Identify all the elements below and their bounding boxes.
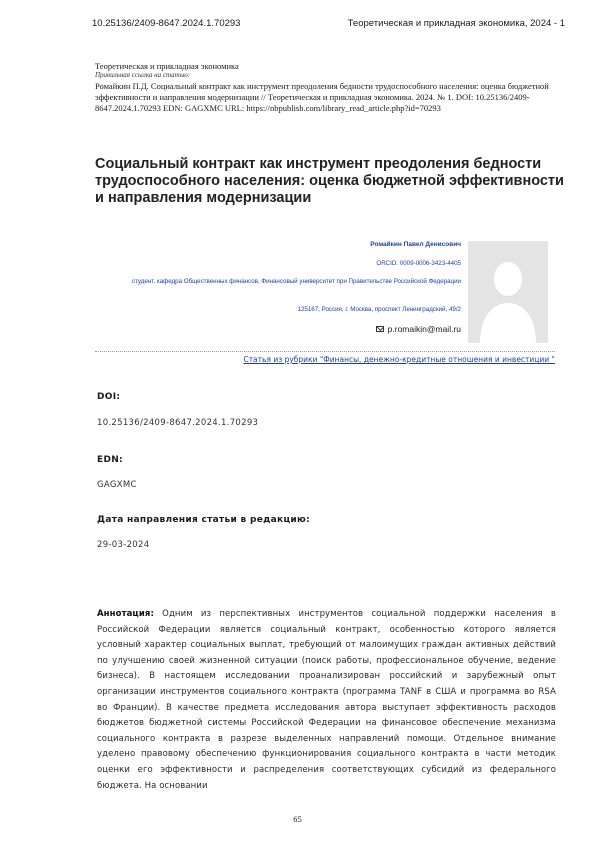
edn-label: EDN: bbox=[97, 455, 123, 465]
header-journal-issue: Теоретическая и прикладная экономика, 2024 - 1 bbox=[347, 18, 565, 29]
section-divider bbox=[95, 351, 555, 352]
author-orcid[interactable]: ORCID: 0009-0006-3423-4405 bbox=[376, 260, 461, 267]
person-silhouette-icon bbox=[468, 241, 548, 343]
abstract bbox=[97, 607, 556, 794]
citation-text: Ромайкин П.Д. Социальный контракт как инструмент преодоления бедности трудоспособного населения: оценка бюджетной эффективности и направления модернизации // Теоретическая и прикладная экономика. 2024. № 1. DOI: 10.25136/2409-8647.2024.1.70293 EDN: GAGXMC URL: https://nbpublish.com/library_read_article.php?id=70293 bbox=[95, 81, 549, 113]
submission-date-label: Дата направления статьи в редакцию: bbox=[97, 515, 310, 525]
abstract-text: Одним из перспективных инструментов социальной поддержки населения в Российской Федерации является социальный контракт, особенностью которого является условный характер социальных выплат, требующий от малоимущих граждан активных действий по улучшению своей жизненной ситуации (поиск работы, профессиональное обучение, ведение бизнеса). В настоящем исследовании проанализирован российский и зарубежный опыт организации инструментов социального контракта (программа TANF в США и программа во RSA во Франции). В качестве предмета исследования автора выступает эффективность расходов бюджетов бюджетной системы Российской Федерации на финансовое обеспечение механизма социального контракта в разрезе выделенных направлений помощи. Отдельное внимание уделено правовому обеспечению функционирования социального контракта в части методик оценки его эффективности и распределения соответствующих субсидий из федерального бюджета. На основании bbox=[97, 609, 556, 791]
author-email[interactable]: p.romaikin@mail.ru bbox=[387, 324, 461, 334]
doi-value: 10.25136/2409-8647.2024.1.70293 bbox=[97, 418, 259, 428]
submission-date-value: 29-03-2024 bbox=[97, 540, 150, 550]
author-email-row[interactable] bbox=[376, 324, 461, 334]
rubric-link[interactable]: Статья из рубрики "Финансы, денежно-кредитные отношения и инвестиции " bbox=[243, 355, 555, 364]
author-photo-placeholder bbox=[468, 241, 548, 343]
header-doi: 10.25136/2409-8647.2024.1.70293 bbox=[92, 18, 241, 29]
journal-name: Теоретическая и прикладная экономика bbox=[95, 61, 239, 71]
author-name[interactable]: Ромайкин Павел Денисович bbox=[370, 241, 461, 248]
author-affiliation: студент, кафедра Общественных финансов, Финансовый университет при Правительстве Российской Федерации bbox=[131, 278, 461, 285]
citation-label: Правильная ссылка на статью: bbox=[95, 71, 191, 79]
edn-value: GAGXMC bbox=[97, 480, 137, 490]
page-number: 65 bbox=[293, 814, 302, 824]
author-address: 125167, Россия, г. Москва, проспект Ленинградский, 49/2 bbox=[297, 306, 461, 313]
envelope-icon bbox=[376, 326, 384, 332]
doi-label: DOI: bbox=[97, 392, 121, 402]
article-title: Социальный контракт как инструмент преодоления бедности трудоспособного населения: оценка бюджетной эффективности и направления модернизации bbox=[95, 156, 564, 206]
abstract-label: Аннотация: bbox=[97, 609, 154, 619]
